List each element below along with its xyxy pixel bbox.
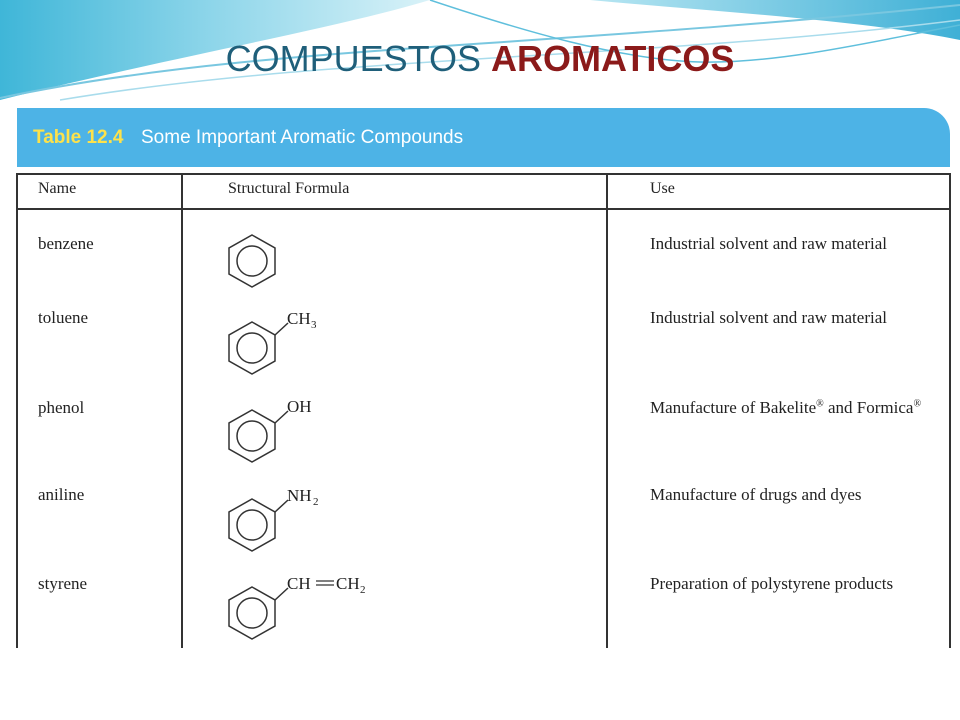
styrene-substituent-ch: CH [287,574,311,593]
row-use-phenol [650,398,921,418]
aniline-structure [220,482,340,562]
phenol-use-bakelite: Manufacture of Bakelite [650,398,817,417]
phenol-structure [220,393,340,473]
toluene-substituent-subscript: 3 [311,319,317,331]
row-use-aniline: Manufacture of drugs and dyes [650,485,862,504]
toluene-structure [220,305,340,385]
slide-title-highlight: AROMATICOS [491,38,735,79]
aniline-substituent-subscript: 2 [313,496,319,508]
column-header-structural-formula: Structural Formula [228,180,350,197]
registered-mark-2: ® [913,398,922,410]
aniline-substituent: NH [287,486,312,505]
styrene-substituent-subscript: 2 [360,584,366,596]
registered-mark-1: ® [816,398,824,410]
row-name-styrene: styrene [38,574,88,593]
slide-title [0,38,960,80]
row-use-styrene: Preparation of polystyrene products [650,574,894,593]
table-caption-number: Table 12.4 [33,127,124,148]
table-caption-text: Some Important Aromatic Compounds [141,127,464,148]
row-name-benzene: benzene [38,234,94,253]
slide-title-main: COMPUESTOS [225,38,482,79]
benzene-ring-structure [220,230,290,300]
phenol-substituent: OH [287,397,312,416]
column-header-name: Name [38,180,77,197]
phenol-use-formica: and Formica [823,398,914,417]
styrene-structure [220,570,380,648]
table-caption-bar [17,108,950,167]
toluene-substituent: CH [287,309,311,328]
row-use-toluene: Industrial solvent and raw material [650,308,887,327]
row-name-aniline: aniline [38,485,85,504]
column-header-use: Use [650,180,675,197]
row-use-benzene: Industrial solvent and raw material [650,234,887,253]
row-name-toluene: toluene [38,308,89,327]
row-name-phenol: phenol [38,398,85,417]
styrene-substituent-ch2: CH [336,574,360,593]
